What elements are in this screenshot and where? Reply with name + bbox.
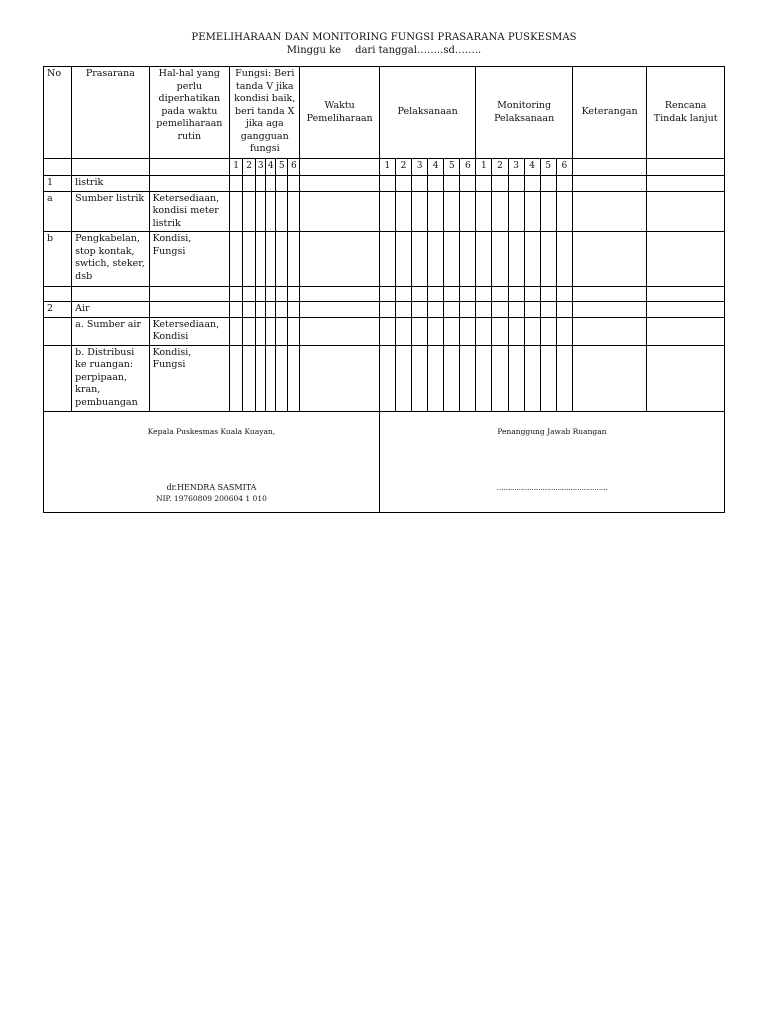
- grid-cell: [288, 345, 300, 411]
- grid-cell: [524, 345, 540, 411]
- header-prasarana: Prasarana: [72, 67, 149, 159]
- grid-cell: [412, 302, 428, 318]
- grid-cell: [256, 176, 266, 192]
- grid-cell: [476, 317, 492, 345]
- grid-cell: [300, 191, 379, 232]
- signature-left-title: Kepala Puskesmas Kuala Kuayan,: [147, 426, 276, 436]
- grid-cell: [572, 345, 646, 411]
- pelaksanaan-col-1: 1: [379, 159, 395, 176]
- grid-cell: [647, 345, 725, 411]
- fungsi-col-6: 6: [288, 159, 300, 176]
- grid-cell: [460, 287, 476, 302]
- grid-cell: [524, 232, 540, 287]
- grid-cell: [395, 232, 411, 287]
- grid-cell: [266, 287, 276, 302]
- row-hal: Kondisi, Fungsi: [149, 345, 229, 411]
- signature-left: [44, 411, 380, 512]
- row-prasarana: Sumber listrik: [72, 191, 149, 232]
- grid-cell: [460, 232, 476, 287]
- grid-cell: [230, 302, 243, 318]
- grid-cell: [276, 302, 288, 318]
- row-hal: [149, 176, 229, 192]
- grid-cell: [230, 191, 243, 232]
- grid-cell: [540, 302, 556, 318]
- grid-cell: [572, 287, 646, 302]
- grid-cell: [266, 345, 276, 411]
- grid-cell: [492, 302, 508, 318]
- subtitle-week: Minggu ke: [286, 45, 342, 56]
- grid-cell: [444, 287, 460, 302]
- grid-cell: [266, 176, 276, 192]
- grid-cell: [276, 176, 288, 192]
- header-row: [44, 67, 725, 159]
- subtitle-date-range: dari tanggal……..sd……..: [355, 45, 482, 56]
- grid-cell: [300, 345, 379, 411]
- grid-cell: [476, 345, 492, 411]
- grid-cell: [379, 232, 395, 287]
- grid-cell: [379, 287, 395, 302]
- grid-cell: [540, 287, 556, 302]
- grid-cell: [300, 302, 379, 318]
- row-prasarana: a. Sumber air: [72, 317, 149, 345]
- grid-cell: [556, 176, 572, 192]
- grid-cell: [243, 191, 256, 232]
- grid-cell: [508, 345, 524, 411]
- table-row: [44, 317, 725, 345]
- grid-cell: [230, 345, 243, 411]
- grid-cell: [556, 317, 572, 345]
- fungsi-col-4: 4: [266, 159, 276, 176]
- grid-cell: [288, 176, 300, 192]
- signature-left-nip: NIP. 19760809 200604 1 010: [156, 493, 267, 503]
- grid-cell: [428, 317, 444, 345]
- grid-cell: [556, 232, 572, 287]
- grid-cell: [540, 345, 556, 411]
- grid-cell: [230, 317, 243, 345]
- row-hal: Ketersediaan, kondisi meter listrik: [149, 191, 229, 232]
- row-hal: Ketersediaan, Kondisi: [149, 317, 229, 345]
- grid-cell: [266, 232, 276, 287]
- grid-cell: [460, 345, 476, 411]
- table-row: [44, 302, 725, 318]
- grid-cell: [540, 191, 556, 232]
- grid-cell: [508, 287, 524, 302]
- grid-cell: [230, 232, 243, 287]
- grid-cell: [243, 232, 256, 287]
- grid-cell: [476, 191, 492, 232]
- grid-cell: [412, 287, 428, 302]
- grid-cell: [476, 176, 492, 192]
- grid-cell: [524, 287, 540, 302]
- row-no: [44, 345, 72, 411]
- fungsi-col-2: 2: [243, 159, 256, 176]
- signature-right: [379, 411, 724, 512]
- grid-cell: [256, 302, 266, 318]
- row-no: [44, 317, 72, 345]
- row-hal: [149, 302, 229, 318]
- grid-cell: [379, 176, 395, 192]
- header-pelaksanaan: Pelaksanaan: [379, 67, 476, 159]
- grid-cell: [266, 302, 276, 318]
- row-no: 1: [44, 176, 72, 192]
- grid-cell: [276, 317, 288, 345]
- grid-cell: [395, 302, 411, 318]
- grid-cell: [460, 302, 476, 318]
- row-no: 2: [44, 302, 72, 318]
- document-subtitle: [0, 45, 768, 56]
- pelaksanaan-col-2: 2: [395, 159, 411, 176]
- header-hal: Hal-hal yang perlu diperhatikan pada waktu pemeliharaan rutin: [149, 67, 229, 159]
- grid-cell: [572, 317, 646, 345]
- grid-cell: [256, 232, 266, 287]
- grid-cell: [379, 302, 395, 318]
- grid-cell: [288, 232, 300, 287]
- grid-cell: [256, 317, 266, 345]
- grid-cell: [243, 302, 256, 318]
- grid-cell: [444, 302, 460, 318]
- grid-cell: [476, 287, 492, 302]
- row-prasarana: listrik: [72, 176, 149, 192]
- grid-cell: [492, 345, 508, 411]
- grid-cell: [572, 176, 646, 192]
- grid-cell: [428, 345, 444, 411]
- grid-cell: [395, 287, 411, 302]
- grid-cell: [288, 287, 300, 302]
- grid-cell: [444, 232, 460, 287]
- grid-cell: [572, 191, 646, 232]
- signature-right-dots: ……………………………………………: [496, 483, 608, 492]
- signature-right-title: Penanggung Jawab Ruangan: [497, 426, 607, 436]
- grid-cell: [444, 345, 460, 411]
- grid-cell: [412, 191, 428, 232]
- fungsi-col-5: 5: [276, 159, 288, 176]
- grid-cell: [428, 232, 444, 287]
- grid-cell: [444, 317, 460, 345]
- grid-cell: [243, 345, 256, 411]
- grid-cell: [556, 191, 572, 232]
- grid-cell: [412, 345, 428, 411]
- row-prasarana: Pengkabelan, stop kontak, swtich, steker, dsb: [72, 232, 149, 287]
- monitoring-col-4: 4: [524, 159, 540, 176]
- grid-cell: [492, 176, 508, 192]
- grid-cell: [476, 232, 492, 287]
- grid-cell: [288, 302, 300, 318]
- monitoring-col-2: 2: [492, 159, 508, 176]
- header-rencana: Rencana Tindak lanjut: [647, 67, 725, 159]
- table-row: [44, 191, 725, 232]
- grid-cell: [508, 191, 524, 232]
- monitoring-col-3: 3: [508, 159, 524, 176]
- monitoring-col-6: 6: [556, 159, 572, 176]
- row-prasarana: b. Distribusi ke ruangan: perpipaan, kran, pembuangan: [72, 345, 149, 411]
- grid-cell: [412, 176, 428, 192]
- pelaksanaan-col-3: 3: [412, 159, 428, 176]
- signature-row: [44, 411, 725, 512]
- pelaksanaan-col-5: 5: [444, 159, 460, 176]
- grid-cell: [300, 232, 379, 287]
- grid-cell: [540, 317, 556, 345]
- monitoring-col-5: 5: [540, 159, 556, 176]
- grid-cell: [428, 176, 444, 192]
- grid-cell: [266, 191, 276, 232]
- grid-cell: [647, 317, 725, 345]
- grid-cell: [647, 176, 725, 192]
- row-hal: Kondisi, Fungsi: [149, 232, 229, 287]
- grid-cell: [243, 287, 256, 302]
- grid-cell: [256, 345, 266, 411]
- document-title: PEMELIHARAAN DAN MONITORING FUNGSI PRASARANA PUSKESMAS: [191, 32, 577, 43]
- grid-cell: [395, 176, 411, 192]
- grid-cell: [556, 345, 572, 411]
- grid-cell: [276, 232, 288, 287]
- grid-cell: [647, 287, 725, 302]
- grid-cell: [647, 191, 725, 232]
- grid-cell: [540, 232, 556, 287]
- grid-cell: [276, 345, 288, 411]
- grid-cell: [412, 232, 428, 287]
- grid-cell: [288, 317, 300, 345]
- pelaksanaan-col-4: 4: [428, 159, 444, 176]
- grid-cell: [476, 302, 492, 318]
- signature-left-name: dr.HENDRA SASMITA: [166, 482, 257, 492]
- row-no: b: [44, 232, 72, 287]
- grid-cell: [492, 317, 508, 345]
- grid-cell: [379, 191, 395, 232]
- grid-cell: [492, 191, 508, 232]
- header-no: No: [44, 67, 72, 159]
- grid-cell: [230, 176, 243, 192]
- number-row: [44, 159, 725, 176]
- grid-cell: [428, 302, 444, 318]
- grid-cell: [508, 317, 524, 345]
- grid-cell: [243, 176, 256, 192]
- grid-cell: [444, 191, 460, 232]
- grid-cell: [300, 287, 379, 302]
- fungsi-col-1: 1: [230, 159, 243, 176]
- grid-cell: [444, 176, 460, 192]
- grid-cell: [256, 287, 266, 302]
- row-prasarana: Air: [72, 302, 149, 318]
- grid-cell: [647, 302, 725, 318]
- grid-cell: [379, 345, 395, 411]
- pelaksanaan-col-6: 6: [460, 159, 476, 176]
- fungsi-col-3: 3: [256, 159, 266, 176]
- grid-cell: [266, 317, 276, 345]
- grid-cell: [556, 287, 572, 302]
- header-waktu: Waktu Pemeliharaan: [300, 67, 379, 159]
- grid-cell: [572, 302, 646, 318]
- grid-cell: [412, 317, 428, 345]
- grid-cell: [288, 191, 300, 232]
- grid-cell: [524, 302, 540, 318]
- table-row: [44, 176, 725, 192]
- header-monitoring: Monitoring Pelaksanaan: [476, 67, 573, 159]
- grid-cell: [540, 176, 556, 192]
- grid-cell: [256, 191, 266, 232]
- grid-cell: [524, 317, 540, 345]
- grid-cell: [276, 191, 288, 232]
- grid-cell: [508, 302, 524, 318]
- table-row: [44, 287, 725, 302]
- grid-cell: [556, 302, 572, 318]
- grid-cell: [647, 232, 725, 287]
- header-fungsi: Fungsi: Beri tanda V jika kondisi baik, beri tanda X jika aga gangguan fungsi: [230, 67, 300, 159]
- grid-cell: [276, 287, 288, 302]
- grid-cell: [395, 191, 411, 232]
- grid-cell: [524, 191, 540, 232]
- grid-cell: [395, 345, 411, 411]
- grid-cell: [428, 287, 444, 302]
- grid-cell: [428, 191, 444, 232]
- grid-cell: [300, 176, 379, 192]
- grid-cell: [300, 317, 379, 345]
- table-row: [44, 345, 725, 411]
- grid-cell: [460, 176, 476, 192]
- grid-cell: [492, 287, 508, 302]
- header-keterangan: Keterangan: [572, 67, 646, 159]
- grid-cell: [508, 176, 524, 192]
- grid-cell: [230, 287, 243, 302]
- maintenance-form-table: [43, 66, 725, 513]
- grid-cell: [379, 317, 395, 345]
- grid-cell: [492, 232, 508, 287]
- grid-cell: [508, 232, 524, 287]
- grid-cell: [395, 317, 411, 345]
- row-no: a: [44, 191, 72, 232]
- grid-cell: [460, 191, 476, 232]
- grid-cell: [524, 176, 540, 192]
- monitoring-col-1: 1: [476, 159, 492, 176]
- grid-cell: [243, 317, 256, 345]
- grid-cell: [572, 232, 646, 287]
- grid-cell: [460, 317, 476, 345]
- table-row: [44, 232, 725, 287]
